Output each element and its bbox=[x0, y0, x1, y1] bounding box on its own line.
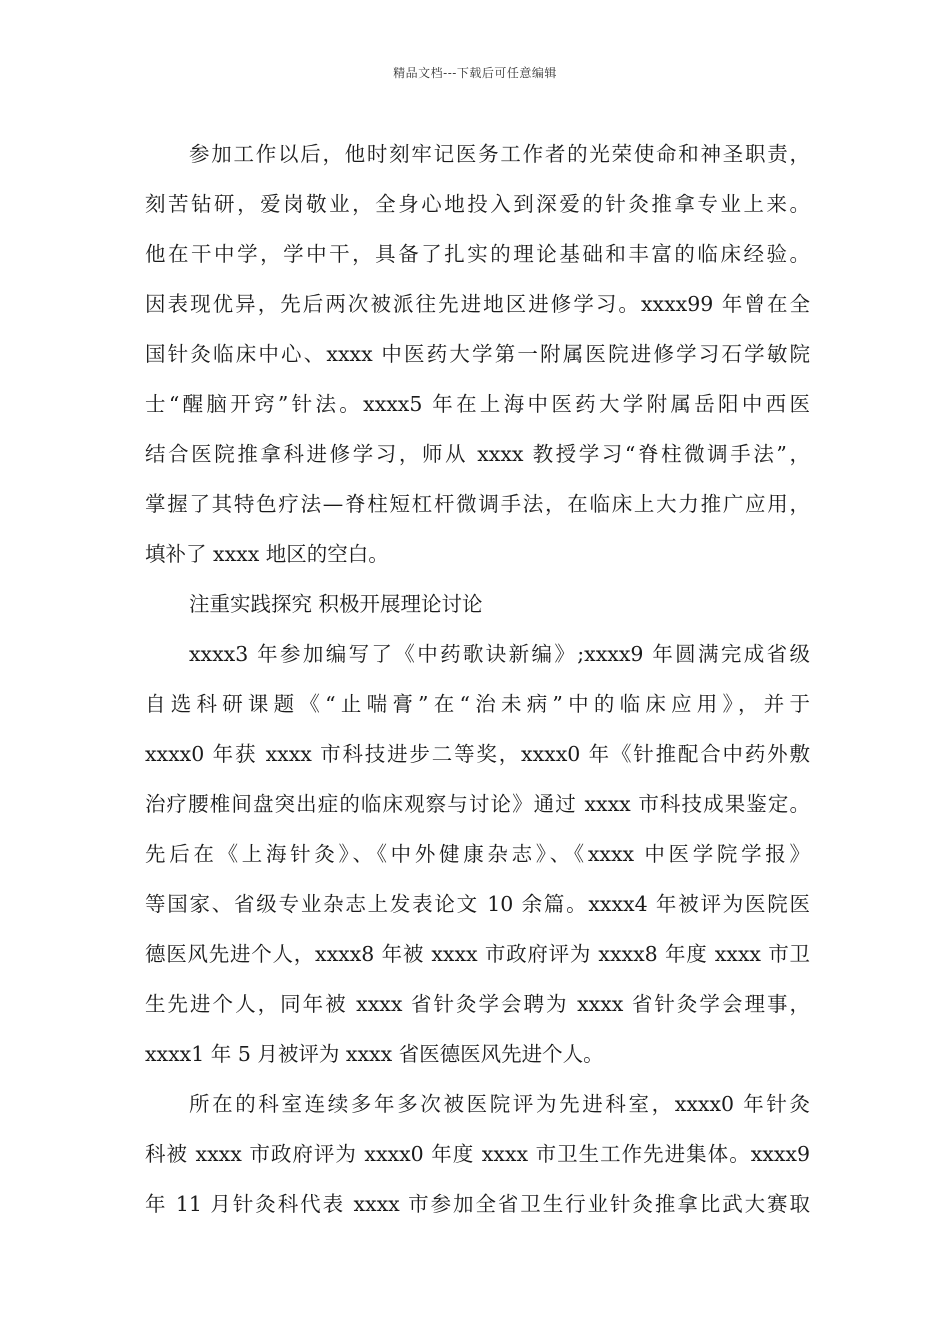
text-line: 生先进个人，同年被 xxxx 省针灸学会聘为 xxxx 省针灸学会理事， bbox=[145, 992, 810, 1016]
document-body bbox=[145, 129, 810, 1229]
text-line: 士“醒脑开窍”针法。xxxx5 年在上海中医药大学附属岳阳中西医 bbox=[145, 392, 810, 416]
paragraph-department bbox=[145, 1079, 810, 1229]
text-line: 年 11 月针灸科代表 xxxx 市参加全省卫生行业针灸推拿比武大赛取 bbox=[145, 1192, 810, 1216]
heading-line: 注重实践探究 积极开展理论讨论 bbox=[189, 592, 483, 616]
text-line: 因表现优异，先后两次被派往先进地区进修学习。xxxx99 年曾在全 bbox=[145, 292, 810, 316]
text-line: 自选科研课题《“止喘膏”在“治未病”中的临床应用》，并于 bbox=[145, 692, 810, 716]
text-line: 填补了 xxxx 地区的空白。 bbox=[145, 542, 389, 566]
text-line: 等国家、省级专业杂志上发表论文 10 余篇。xxxx4 年被评为医院医 bbox=[145, 892, 810, 916]
text-line: 所在的科室连续多年多次被医院评为先进科室，xxxx0 年针灸 bbox=[189, 1092, 810, 1116]
text-line: 结合医院推拿科进修学习，师从 xxxx 教授学习“脊柱微调手法”， bbox=[145, 442, 810, 466]
text-line: 刻苦钻研，爱岗敬业，全身心地投入到深爱的针灸推拿专业上来。 bbox=[145, 192, 810, 216]
text-line: 国针灸临床中心、xxxx 中医药大学第一附属医院进修学习石学敏院 bbox=[145, 342, 810, 366]
text-line: xxxx1 年 5 月被评为 xxxx 省医德医风先进个人。 bbox=[145, 1042, 604, 1066]
text-line: 先后在《上海针灸》、《中外健康杂志》、《xxxx 中医学院学报》 bbox=[145, 842, 810, 866]
text-line: 德医风先进个人，xxxx8 年被 xxxx 市政府评为 xxxx8 年度 xxxx 市卫 bbox=[145, 942, 810, 966]
section-heading bbox=[145, 579, 810, 629]
text-line: 参加工作以后，他时刻牢记医务工作者的光荣使命和神圣职责， bbox=[189, 142, 810, 166]
text-line: 治疗腰椎间盘突出症的临床观察与讨论》通过 xxxx 市科技成果鉴定。 bbox=[145, 792, 810, 816]
paragraph-research bbox=[145, 629, 810, 1079]
text-line: xxxx0 年获 xxxx 市科技进步二等奖，xxxx0 年《针推配合中药外敷 bbox=[145, 742, 810, 766]
text-line: xxxx3 年参加编写了《中药歌诀新编》;xxxx9 年圆满完成省级 bbox=[189, 642, 810, 666]
page-header: 精品文档---下载后可任意编辑 bbox=[393, 66, 557, 80]
text-line: 掌握了其特色疗法—脊柱短杠杆微调手法，在临床上大力推广应用， bbox=[145, 492, 810, 516]
paragraph-career bbox=[145, 129, 810, 579]
text-line: 科被 xxxx 市政府评为 xxxx0 年度 xxxx 市卫生工作先进集体。xxxx9 bbox=[145, 1142, 810, 1166]
text-line: 他在干中学，学中干，具备了扎实的理论基础和丰富的临床经验。 bbox=[145, 242, 810, 266]
